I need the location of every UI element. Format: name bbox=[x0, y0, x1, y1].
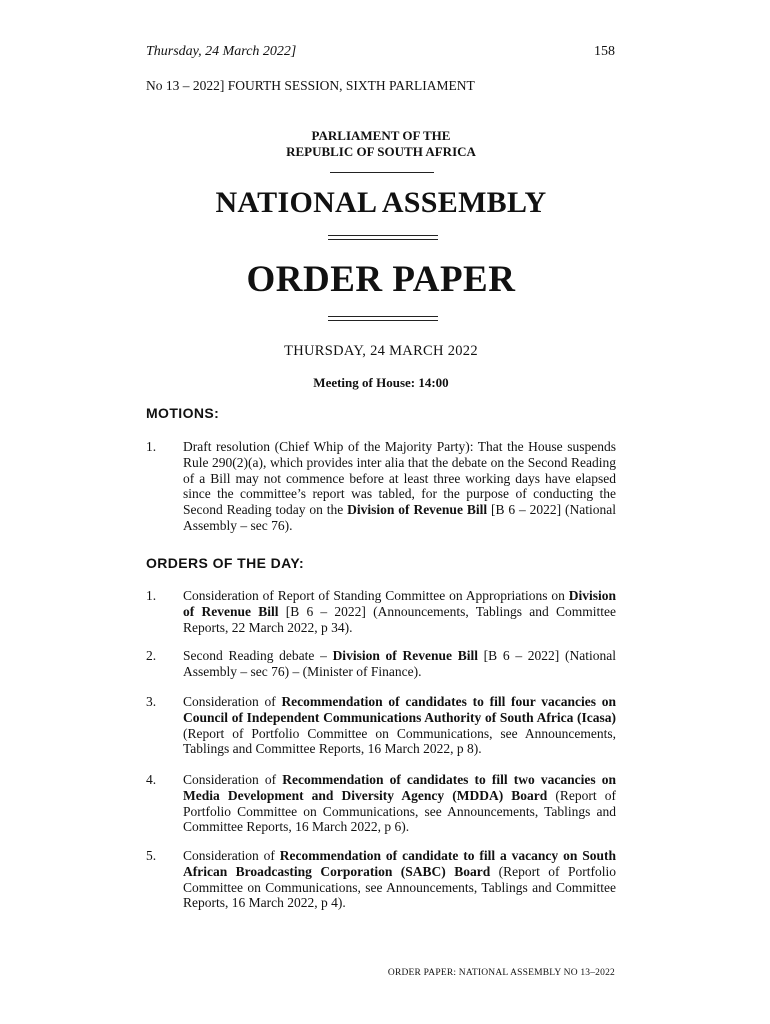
item-text-bold: Division of Revenue Bill bbox=[332, 648, 478, 663]
item-number: 4. bbox=[146, 772, 157, 787]
item-text-plain: Second Reading debate – bbox=[183, 648, 333, 663]
divider-rule bbox=[330, 172, 434, 173]
order-item bbox=[146, 588, 616, 635]
item-text-bold: Recommendation of candidates to fill two vacancies on Media Development and Diversity Agency (MDDA) Board bbox=[183, 772, 616, 803]
page-number: 158 bbox=[594, 44, 615, 59]
order-item bbox=[146, 848, 616, 911]
item-text-plain: (Report of Portfolio Committee on Communications, see Announcements, Tablings and Committee Reports, 16 March 2022, p 6). bbox=[183, 787, 616, 835]
item-number: 3. bbox=[146, 694, 157, 709]
order-item bbox=[146, 772, 616, 835]
footer-text: ORDER PAPER: NATIONAL ASSEMBLY NO 13–2022 bbox=[387, 968, 615, 978]
meeting-time: Meeting of House: 14:00 bbox=[313, 375, 449, 390]
item-text-plain: (Report of Portfolio Committee on Communications, see Announcements, Tablings and Committee Reports, 16 March 2022, p 4). bbox=[183, 863, 616, 911]
item-text-plain: Consideration of bbox=[183, 694, 282, 709]
item-text bbox=[183, 694, 616, 757]
item-text-plain: (Report of Portfolio Committee on Communications, see Announcements, Tablings and Committee Reports, 16 March 2022, p 8). bbox=[183, 725, 616, 757]
item-text bbox=[183, 588, 616, 635]
item-text bbox=[183, 648, 616, 680]
motions-heading: MOTIONS: bbox=[146, 405, 220, 421]
house-title: NATIONAL ASSEMBLY bbox=[215, 186, 547, 219]
item-number: 1. bbox=[146, 588, 157, 603]
motion-item bbox=[146, 439, 616, 534]
order-item bbox=[146, 694, 616, 757]
item-text bbox=[183, 439, 616, 534]
item-number: 5. bbox=[146, 848, 157, 863]
item-text-plain: Consideration of Report of Standing Committee on Appropriations on bbox=[183, 588, 569, 603]
item-text bbox=[183, 772, 616, 835]
parliament-heading bbox=[146, 128, 616, 160]
item-text-plain: Consideration of bbox=[183, 848, 280, 863]
double-divider-rule bbox=[328, 316, 438, 321]
item-text-bold: Recommendation of candidates to fill four vacancies on Council of Independent Communications Authority of South Africa (Icasa) bbox=[183, 694, 616, 725]
item-number: 1. bbox=[146, 439, 157, 454]
orders-heading: ORDERS OF THE DAY: bbox=[146, 555, 305, 571]
header-date: Thursday, 24 March 2022] bbox=[146, 44, 297, 59]
order-item bbox=[146, 648, 616, 680]
item-text-bold: Recommendation of candidate to fill a vacancy on South African Broadcasting Corporation (SABC) Board bbox=[183, 848, 616, 879]
item-number: 2. bbox=[146, 648, 157, 663]
item-text-plain: Draft resolution (Chief Whip of the Majority Party): That the House suspends Rule 290(2)(a), which provides inter alia that the debate on the Second Reading of a Bill may not commence before at least three working days have elapsed since the committee’s report was tabled, for the purpose of conducting the Second Reading today on the bbox=[183, 439, 616, 518]
item-text-plain: [B 6 – 2022] (National Assembly – sec 76). bbox=[183, 502, 616, 533]
sitting-date: THURSDAY, 24 MARCH 2022 bbox=[284, 343, 478, 359]
item-text-plain: Consideration of bbox=[183, 772, 283, 787]
session-line: No 13 – 2022] FOURTH SESSION, SIXTH PARLIAMENT bbox=[146, 78, 475, 93]
item-text-plain: [B 6 – 2022] (Announcements, Tablings and Committee Reports, 22 March 2022, p 34). bbox=[183, 603, 616, 635]
item-text bbox=[183, 848, 616, 911]
item-text-bold: Division of Revenue Bill bbox=[347, 502, 488, 518]
parliament-line-2: REPUBLIC OF SOUTH AFRICA bbox=[286, 144, 476, 159]
parliament-line-1: PARLIAMENT OF THE bbox=[311, 128, 451, 143]
item-text-bold: Division of Revenue Bill bbox=[183, 588, 616, 619]
document-title: ORDER PAPER bbox=[246, 259, 516, 300]
item-text-plain: [B 6 – 2022] (National Assembly – sec 76) – (Minister of Finance). bbox=[183, 648, 616, 679]
double-divider-rule bbox=[328, 235, 438, 240]
